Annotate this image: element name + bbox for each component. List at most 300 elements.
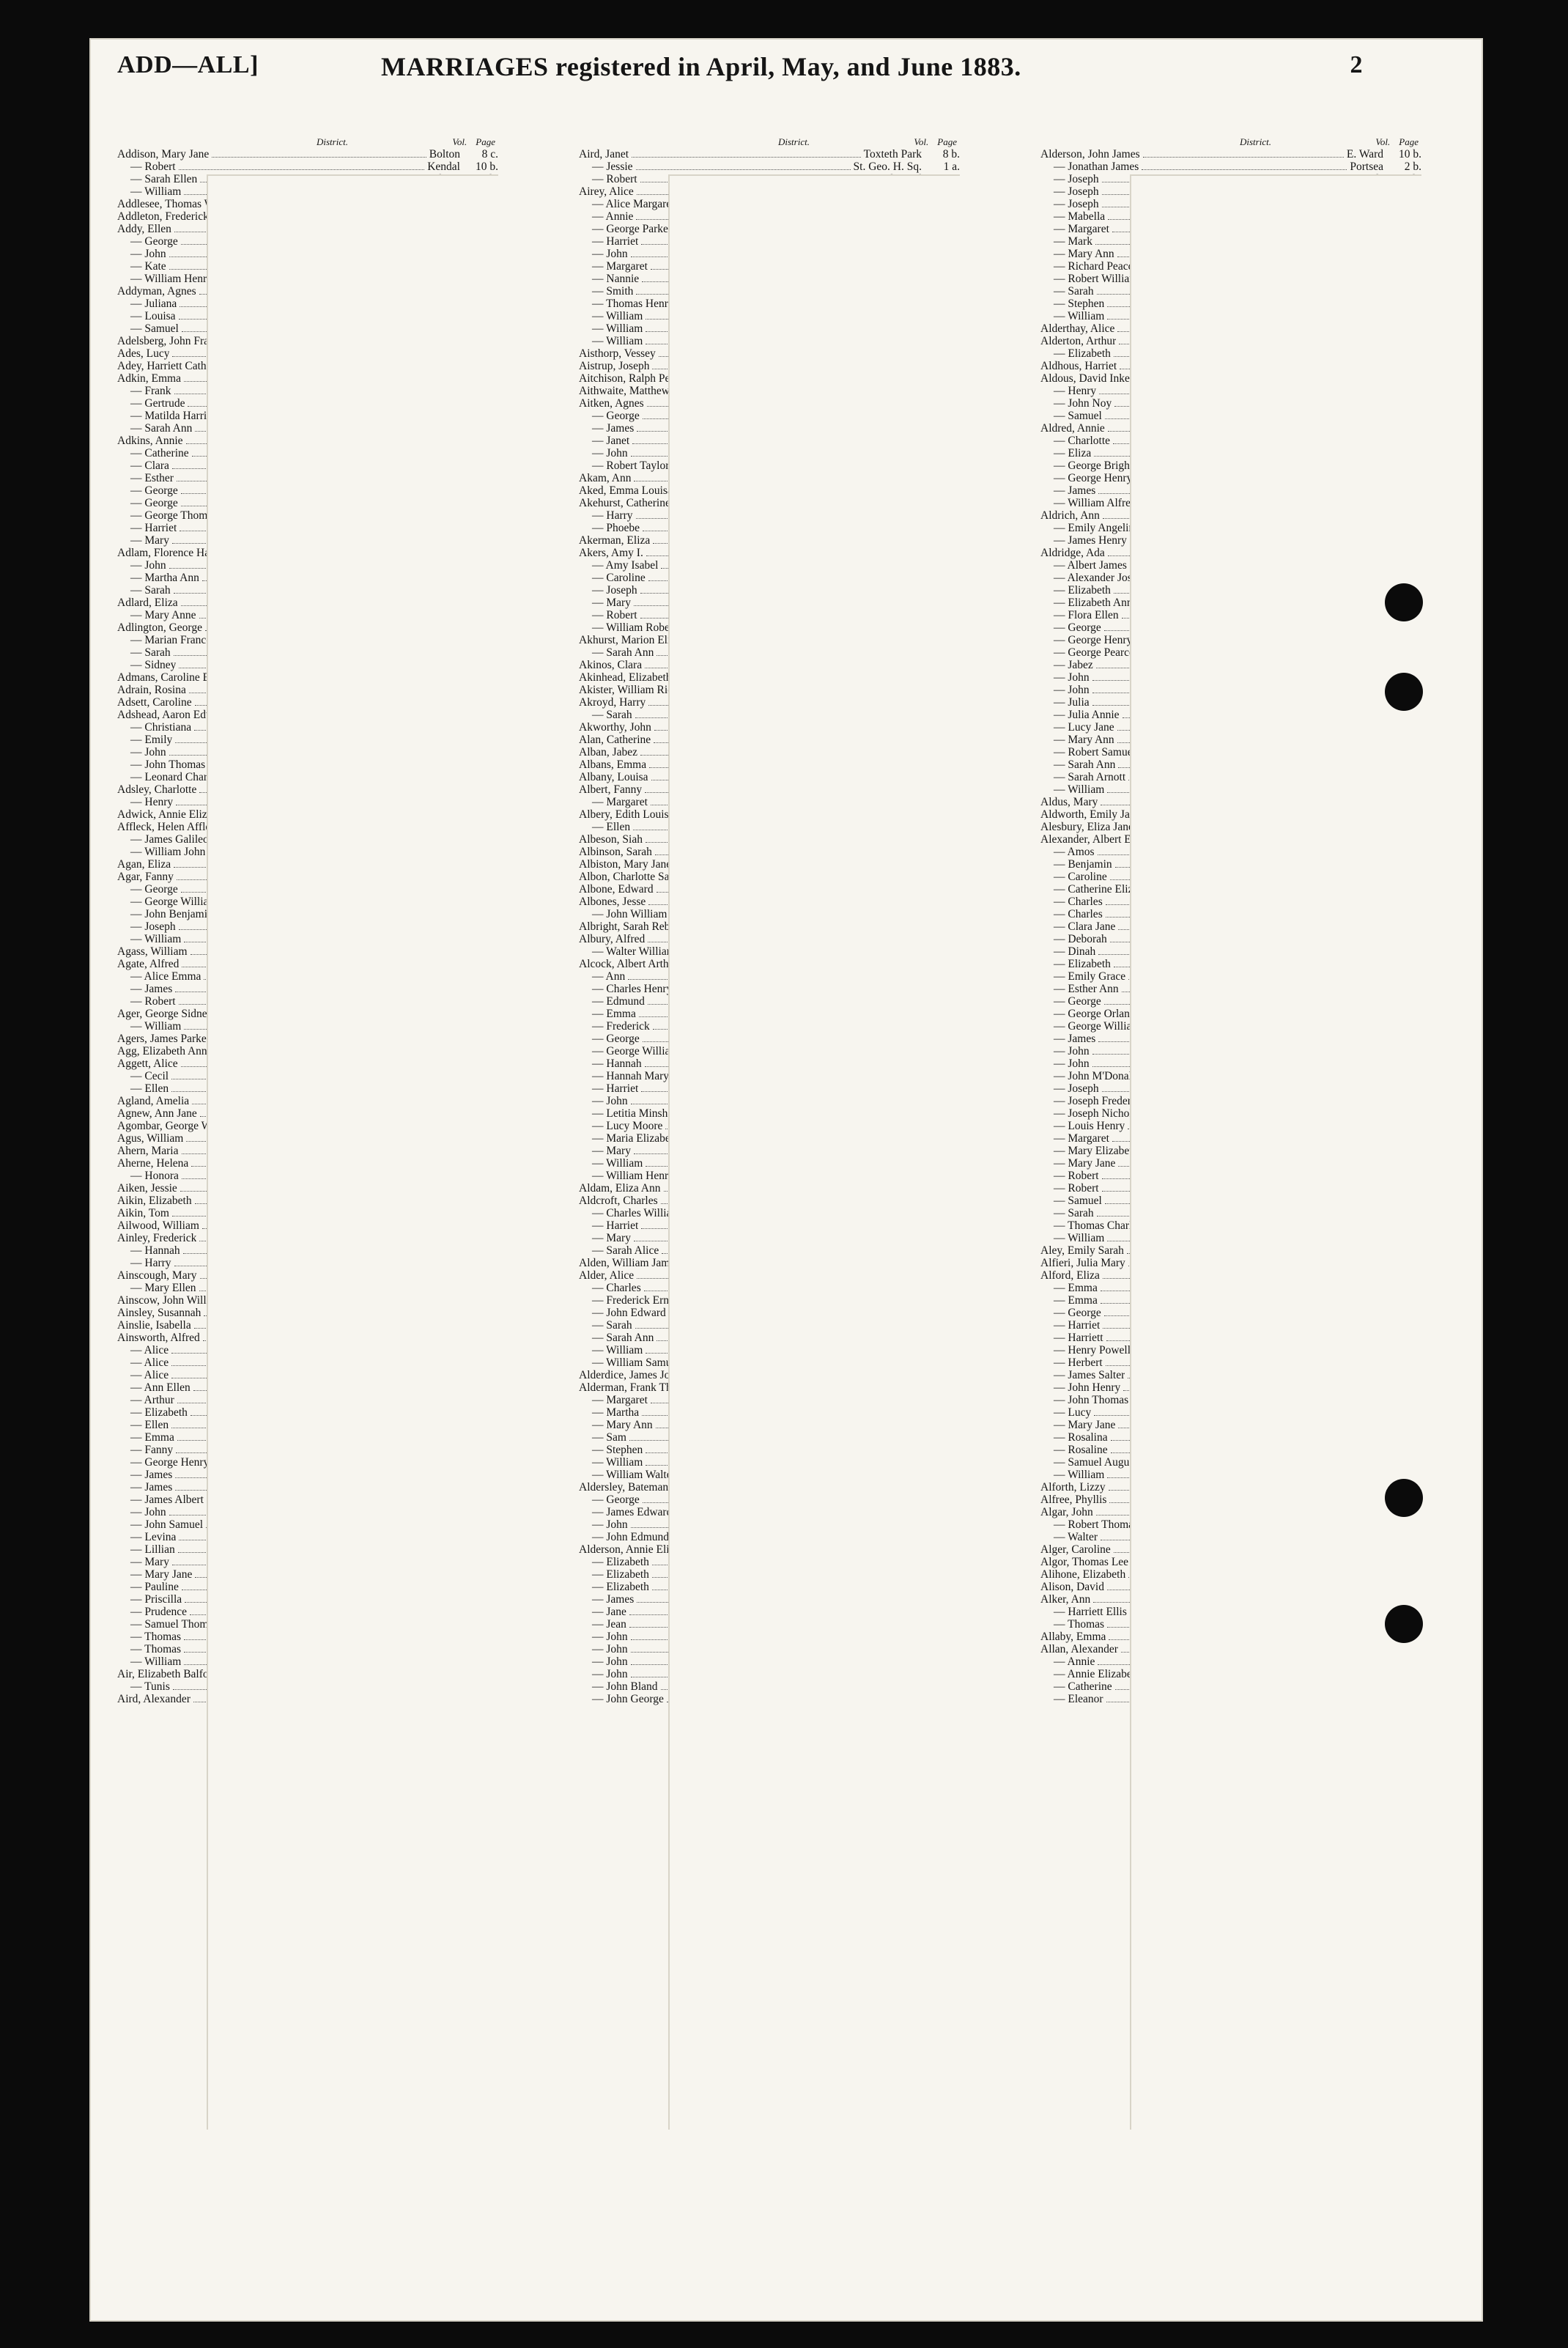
entry-name: Allan, Alexander [1040, 1643, 1118, 1655]
entry-name: Adkins, Annie [117, 435, 183, 447]
entry-name: — Sarah Ann [130, 422, 193, 435]
entry-name: — William [1054, 1232, 1105, 1244]
entry-name: — William [1054, 310, 1105, 322]
entry-name: — Louis Henry [1054, 1120, 1125, 1132]
entry-name: — Mary [130, 534, 169, 547]
entry-name: — William [592, 322, 643, 335]
entry-name: — Elizabeth [1054, 347, 1111, 360]
entry-district: Portsea [1350, 160, 1383, 173]
entry-name: — Samuel [1054, 1195, 1102, 1207]
entry-name: — Margaret [592, 1394, 648, 1406]
entry-name: — Margaret [592, 260, 648, 273]
entry-name: Alden, William James [579, 1257, 680, 1269]
entry-name: — Mary [592, 1232, 631, 1244]
entry-name: — William [592, 1157, 643, 1170]
entry-name: — Jean [592, 1618, 626, 1631]
entry-name: — William [1054, 783, 1105, 796]
entry-volume: 8 c. [481, 148, 498, 160]
entry-name: Air, Elizabeth Balfour [117, 1668, 218, 1680]
entry-name: Albiston, Mary Jane [579, 858, 672, 871]
entry-name: Akehurst, Catherine [579, 497, 670, 509]
entry-name: — Matilda Harriet [130, 410, 215, 422]
entry-name: — Samuel Augustus T. [1054, 1456, 1159, 1469]
entry-name: — Thomas [130, 1643, 182, 1655]
entry-name: — Margaret [1054, 223, 1109, 235]
entry-name: — Sarah Ann [1054, 758, 1116, 771]
entry-name: — Jessie [592, 160, 633, 173]
register-column-1 [117, 136, 498, 2130]
entry-name: — Hannah Mary [592, 1070, 670, 1082]
entry-name: — Amos [1054, 846, 1095, 858]
entry-name: — Emma [1054, 1294, 1098, 1307]
entry-name: — Sidney [130, 659, 177, 671]
entry-name: Airey, Alice [579, 185, 634, 198]
entry-name: Adshead, Aaron Edward [117, 709, 229, 721]
entry-name: — George [592, 410, 640, 422]
entry-name: — Elizabeth [592, 1568, 649, 1581]
entry-name: — Alice Margaret [592, 198, 675, 210]
entry-name: — Lucy Jane [1054, 721, 1114, 734]
entry-name: — James [592, 1593, 635, 1606]
entry-name: — Thomas Charles [1054, 1219, 1142, 1232]
entry-name: — John [1054, 684, 1090, 696]
entry-name: — Frank [130, 385, 171, 397]
entry-name: Ailwood, William [117, 1219, 199, 1232]
entry-name: — George Thomas [130, 509, 218, 522]
leader-dots [636, 169, 851, 170]
entry-name: Algar, John [1040, 1506, 1093, 1518]
entry-list [1040, 148, 1421, 1705]
entry-name: — Sarah Alice [592, 1244, 659, 1257]
entry-name: — Alice Emma [130, 970, 201, 983]
entry-name: Agers, James Parker [117, 1033, 210, 1045]
entry-name: Allaby, Emma [1040, 1631, 1106, 1643]
entry-name: Aisthorp, Vessey [579, 347, 656, 360]
entry-name: Ainsley, Susannah [117, 1307, 201, 1319]
district-heading: District. [1240, 136, 1271, 147]
entry-name: — William Alfred [1054, 497, 1136, 509]
entry-name: Aked, Emma Louisa [579, 484, 673, 497]
entry-name: Albeson, Siah [579, 833, 643, 846]
entry-name: — Charlotte [1054, 435, 1111, 447]
entry-name: — George [1054, 995, 1101, 1008]
leader-dots [632, 157, 861, 158]
entry-district: Bolton [429, 148, 460, 160]
entry-list [579, 148, 960, 1705]
entry-volume: 8 b. [942, 148, 960, 160]
page-number: 2 [1350, 51, 1363, 78]
register-column-2 [579, 136, 960, 2130]
column-headings [117, 136, 498, 148]
entry-name: — Levina [130, 1531, 177, 1543]
entry-name: — Esther [130, 472, 174, 484]
entry-name: Aldred, Annie [1040, 422, 1105, 435]
entry-name: Aikin, Tom [117, 1207, 169, 1219]
entry-name: — James Edward [592, 1506, 673, 1518]
entry-name: — Elizabeth [1054, 958, 1111, 970]
entry-name: — George Henry [1054, 472, 1133, 484]
entry-name: — Mary Ann [1054, 248, 1114, 260]
index-range: ADD—ALL] [117, 51, 259, 78]
entry-name: — George William [130, 896, 218, 908]
entry-name: — Martha Ann [130, 572, 199, 584]
entry-name: — Samuel [130, 322, 179, 335]
entry-name: Alfieri, Julia Mary [1040, 1257, 1125, 1269]
entry-name: — John [1054, 1045, 1090, 1057]
entry-name: — Robert [1054, 1170, 1099, 1182]
entry-name: — Charles [1054, 908, 1103, 920]
punch-hole [1385, 583, 1423, 621]
entry-name: Aldworth, Emily Jane [1040, 808, 1141, 821]
entry-name: Alfree, Phyllis [1040, 1494, 1107, 1506]
entry-name: — John [130, 746, 166, 758]
entry-name: Aistrup, Joseph [579, 360, 650, 372]
entry-name: — Deborah [1054, 933, 1107, 945]
entry-name: — John Edward [592, 1307, 666, 1319]
entry-name: — Harriet [592, 235, 639, 248]
entry-name: — Pauline [130, 1581, 179, 1593]
entry-name: — Emma [592, 1008, 636, 1020]
punch-hole [1385, 1479, 1423, 1517]
entry-name: Adsett, Caroline [117, 696, 192, 709]
entry-name: Alban, Jabez [579, 746, 638, 758]
entry-name: — Frederick [592, 1020, 650, 1033]
entry-name: Alihone, Elizabeth [1040, 1568, 1126, 1581]
entry-name: — John George [592, 1693, 664, 1705]
entry-name: Alison, David [1040, 1581, 1104, 1593]
register-entry [579, 160, 960, 173]
register-column-3 [1040, 136, 1421, 2130]
entry-name: Akister, William Richard [579, 684, 693, 696]
entry-name: — William [130, 1020, 182, 1033]
entry-name: Alger, Caroline [1040, 1543, 1111, 1556]
entry-list [117, 148, 498, 1705]
entry-name: — John [592, 1668, 628, 1680]
entry-name: — William Henry [130, 273, 212, 285]
entry-name: Ahern, Maria [117, 1145, 179, 1157]
entry-volume: 10 b. [1399, 148, 1421, 160]
register-entry [579, 148, 960, 160]
entry-name: Aitken, Agnes [579, 397, 644, 410]
entry-name: — Emily Grace [1054, 970, 1126, 983]
entry-name: — Mary Anne [130, 609, 196, 621]
entry-name: — John Benjamin [130, 908, 213, 920]
entry-name: Agnew, Ann Jane [117, 1107, 197, 1120]
entry-name: Ainscow, John William [117, 1294, 223, 1307]
entry-name: — John [592, 1518, 628, 1531]
vol-heading: Vol. [914, 136, 929, 147]
entry-name: — Sarah [592, 1319, 632, 1332]
entry-name: — Alexander Joseph [1054, 572, 1149, 584]
page-title: MARRIAGES registered in April, May, and June 1883. [381, 52, 1021, 81]
entry-name: — Joseph [592, 584, 637, 597]
entry-name: — Cecil [130, 1070, 169, 1082]
entry-name: Aird, Janet [579, 148, 629, 160]
vol-heading: Vol. [452, 136, 467, 147]
entry-name: — Alice [130, 1356, 169, 1369]
entry-name: — Harriett [1054, 1332, 1103, 1344]
entry-name: Alderson, John James [1040, 148, 1140, 160]
entry-name: — George [130, 497, 178, 509]
entry-name: — Sarah Ann [592, 646, 654, 659]
entry-name: — John [592, 1095, 628, 1107]
entry-name: — Julia [1054, 696, 1090, 709]
entry-name: — Robert [592, 173, 637, 185]
entry-name: — Charles Henry [592, 983, 673, 995]
entry-name: Addleton, Frederick [117, 210, 209, 223]
entry-name: — Flora Ellen [1054, 609, 1119, 621]
entry-name: — John Henry [1054, 1381, 1121, 1394]
entry-name: Aldersley, Bateman [579, 1481, 669, 1494]
entry-name: — George Orlando [1054, 1008, 1142, 1020]
entry-name: — George [130, 883, 178, 896]
entry-name: — John Noy [1054, 397, 1112, 410]
entry-name: — Albert James [1054, 559, 1127, 572]
entry-name: — Henry Powell [1054, 1344, 1131, 1356]
entry-name: — Harriet [130, 522, 177, 534]
entry-name: — Harry [592, 509, 633, 522]
entry-name: — Henry [1054, 385, 1097, 397]
entry-name: — Nannie [592, 273, 640, 285]
entry-name: — Annie [592, 210, 634, 223]
entry-name: — William [130, 185, 182, 198]
entry-name: — John [592, 1631, 628, 1643]
entry-name: Adlard, Eliza [117, 597, 178, 609]
entry-name: — Walter William [592, 945, 676, 958]
entry-name: — Arthur [130, 1394, 174, 1406]
entry-name: Ager, George Sidney [117, 1008, 213, 1020]
entry-name: — Clara Jane [1054, 920, 1116, 933]
entry-name: — Harriet [592, 1219, 639, 1232]
entry-name: — Joseph [1054, 1082, 1099, 1095]
entry-name: Aggett, Alice [117, 1057, 178, 1070]
entry-name: Albright, Sarah Rebecca [579, 920, 690, 933]
entry-name: — John [592, 1643, 628, 1655]
entry-name: Alforth, Lizzy [1040, 1481, 1106, 1494]
entry-name: — Alice [130, 1369, 169, 1381]
entry-name: — Harriet [1054, 1319, 1101, 1332]
entry-name: — Ann Ellen [130, 1381, 191, 1394]
entry-name: — Thomas Henry [592, 298, 674, 310]
entry-name: Ainley, Frederick [117, 1232, 197, 1244]
leader-dots [179, 169, 425, 170]
page-heading: Page [1399, 136, 1419, 147]
entry-name: Albones, Jesse [579, 896, 646, 908]
entry-name: — Mary Jane [1054, 1157, 1116, 1170]
entry-name: — Hannah [592, 1057, 642, 1070]
entry-name: — Eliza [1054, 447, 1092, 459]
entry-name: — Smith [592, 285, 634, 298]
entry-name: Addy, Ellen [117, 223, 171, 235]
entry-name: — Charles [592, 1282, 641, 1294]
entry-name: — Thomas [1054, 1618, 1105, 1631]
entry-name: — Maria Elizabeth [592, 1132, 679, 1145]
entry-name: — Rosaline [1054, 1444, 1108, 1456]
entry-district: St. Geo. H. Sq. [853, 160, 922, 173]
entry-name: — Elizabeth [592, 1581, 649, 1593]
entry-name: Aldrich, Ann [1040, 509, 1100, 522]
entry-name: — Elizabeth Annie [1054, 597, 1141, 609]
entry-name: — Robert Thomas [1054, 1518, 1139, 1531]
entry-name: Albinson, Sarah [579, 846, 652, 858]
entry-name: — James [130, 983, 173, 995]
entry-name: — John [130, 559, 166, 572]
column-headings [579, 136, 960, 148]
entry-name: — Louisa [130, 310, 176, 322]
entry-name: Aikin, Elizabeth [117, 1195, 192, 1207]
entry-name: — Lucy Moore [592, 1120, 663, 1132]
entry-name: — Jane [592, 1606, 626, 1618]
entry-name: — George [1054, 1307, 1101, 1319]
entry-name: Akhurst, Marion Elizabeth [579, 634, 700, 646]
entry-volume: 1 a. [943, 160, 960, 173]
entry-name: — Sarah Ann [592, 1332, 654, 1344]
entry-page [207, 174, 498, 2130]
entry-name: — William Robert [592, 621, 677, 634]
entry-name: — William [130, 933, 182, 945]
entry-name: — William [1054, 1469, 1105, 1481]
entry-name: — Emma [1054, 1282, 1098, 1294]
entry-name: — Sarah [1054, 1207, 1094, 1219]
entry-name: Agland, Amelia [117, 1095, 190, 1107]
entry-name: Algor, Thomas Lee [1040, 1556, 1129, 1568]
entry-name: Akerman, Eliza [579, 534, 651, 547]
entry-name: Albery, Edith Louisa [579, 808, 674, 821]
entry-name: — Mary [130, 1556, 169, 1568]
entry-name: — Frederick Ernest [592, 1294, 682, 1307]
entry-name: — Mary Ann [592, 1419, 653, 1431]
entry-name: — Annie Elizabeth [1054, 1668, 1141, 1680]
entry-name: — Priscilla [130, 1593, 182, 1606]
entry-name: — Samuel [1054, 410, 1102, 422]
entry-name: — Mary Elizabeth [1054, 1145, 1139, 1157]
entry-name: — Sarah Arnott [1054, 771, 1126, 783]
entry-name: — Sarah [130, 584, 171, 597]
entry-name: Agass, William [117, 945, 188, 958]
entry-district: Kendal [427, 160, 460, 173]
entry-name: — Mary Jane [130, 1568, 193, 1581]
entry-name: Adwick, Annie Elizabeth [117, 808, 232, 821]
entry-name: — Joseph [130, 920, 176, 933]
entry-name: — Phoebe [592, 522, 640, 534]
entry-name: — Joseph Nichols [1054, 1107, 1137, 1120]
entry-name: — Esther Ann [1054, 983, 1119, 995]
entry-name: — John [592, 447, 628, 459]
entry-name: — Hannah [130, 1244, 180, 1257]
entry-name: — George [1054, 621, 1101, 634]
entry-name: Ainsworth, Alfred [117, 1332, 200, 1344]
punch-hole [1385, 1605, 1423, 1643]
entry-name: — Elizabeth [1054, 584, 1111, 597]
entry-name: Aldam, Eliza Ann [579, 1182, 661, 1195]
entry-name: Adsley, Charlotte [117, 783, 197, 796]
entry-name: — Ann [592, 970, 626, 983]
entry-name: Aitchison, Ralph Percy [579, 372, 685, 385]
entry-name: Alker, Ann [1040, 1593, 1091, 1606]
entry-name: — John Edmund [592, 1531, 670, 1543]
entry-name: — Eleanor [1054, 1693, 1103, 1705]
entry-name: — Sarah Ellen [130, 173, 198, 185]
entry-name: — Robert Samuel [1054, 746, 1136, 758]
leader-dots [1142, 169, 1347, 170]
entry-name: — Caroline [592, 572, 646, 584]
entry-name: — Mary Ellen [130, 1282, 196, 1294]
entry-name: — Emily Angelina [1054, 522, 1140, 534]
entry-name: — Amy Isabel [592, 559, 659, 572]
entry-name: Aiken, Jessie [117, 1182, 177, 1195]
entry-name: — Stephen [592, 1444, 643, 1456]
entry-name: — William [592, 335, 643, 347]
entry-name: — Ellen [130, 1082, 169, 1095]
register-entry [117, 1693, 498, 1705]
entry-name: — Kate [130, 260, 166, 273]
entry-name: — Robert [130, 995, 176, 1008]
entry-name: Albans, Emma [579, 758, 647, 771]
entry-name: — Charles William [592, 1207, 681, 1219]
entry-name: — Annie [1054, 1655, 1095, 1668]
entry-name: Ainslie, Isabella [117, 1319, 191, 1332]
entry-name: Albert, Fanny [579, 783, 643, 796]
entry-name: Albon, Charlotte Sarah [579, 871, 684, 883]
entry-name: — George [592, 1033, 640, 1045]
entry-name: — William John [130, 846, 206, 858]
entry-name: — James [592, 422, 635, 435]
entry-name: — Caroline [1054, 871, 1107, 883]
entry-name: — Robert [130, 160, 176, 173]
entry-name: — James [1054, 484, 1096, 497]
entry-name: — Julia Annie [1054, 709, 1120, 721]
entry-name: — Joseph [1054, 185, 1099, 198]
entry-name: — Walter [1054, 1531, 1098, 1543]
entry-name: — James [130, 1481, 173, 1494]
entry-name: Adkin, Emma [117, 372, 181, 385]
entry-name: — George [130, 484, 178, 497]
register-entry [1040, 1693, 1421, 1705]
register-entry [1040, 160, 1421, 173]
entry-name: — Mary [592, 1145, 631, 1157]
entry-name: — John Thomas [130, 758, 206, 771]
entry-name: — William Walter [592, 1469, 676, 1481]
entry-name: — Mabella [1054, 210, 1106, 223]
entry-name: Adey, Harriett Catherine [117, 360, 229, 372]
entry-name: Adlington, George [117, 621, 202, 634]
entry-name: Akam, Ann [579, 472, 632, 484]
entry-name: — Janet [592, 435, 630, 447]
entry-name: — Mary Jane [1054, 1419, 1116, 1431]
entry-name: — John [130, 248, 166, 260]
entry-name: — Prudence [130, 1606, 188, 1618]
entry-name: Aldous, David Inkerman [1040, 372, 1153, 385]
entry-name: Albone, Edward [579, 883, 654, 896]
entry-name: — Fanny [130, 1444, 174, 1456]
entry-name: — Dinah [1054, 945, 1096, 958]
entry-name: — Mark [1054, 235, 1092, 248]
register-entry [117, 148, 498, 160]
entry-name: Alan, Catherine [579, 734, 651, 746]
entry-name: Aherne, Helena [117, 1157, 189, 1170]
entry-name: Agate, Alfred [117, 958, 180, 970]
entry-name: Albury, Alfred [579, 933, 646, 945]
entry-name: — Emma [130, 1431, 174, 1444]
entry-name: — James Galileo [130, 833, 209, 846]
entry-name: — George Henry [130, 1456, 210, 1469]
entry-name: — Marian Frances [130, 634, 216, 646]
register-entry [1040, 148, 1421, 160]
entry-name: — Robert [592, 609, 637, 621]
entry-name: — John Bland [592, 1680, 658, 1693]
entry-name: Alderthay, Alice [1040, 322, 1115, 335]
entry-name: — James Henry [1054, 534, 1127, 547]
